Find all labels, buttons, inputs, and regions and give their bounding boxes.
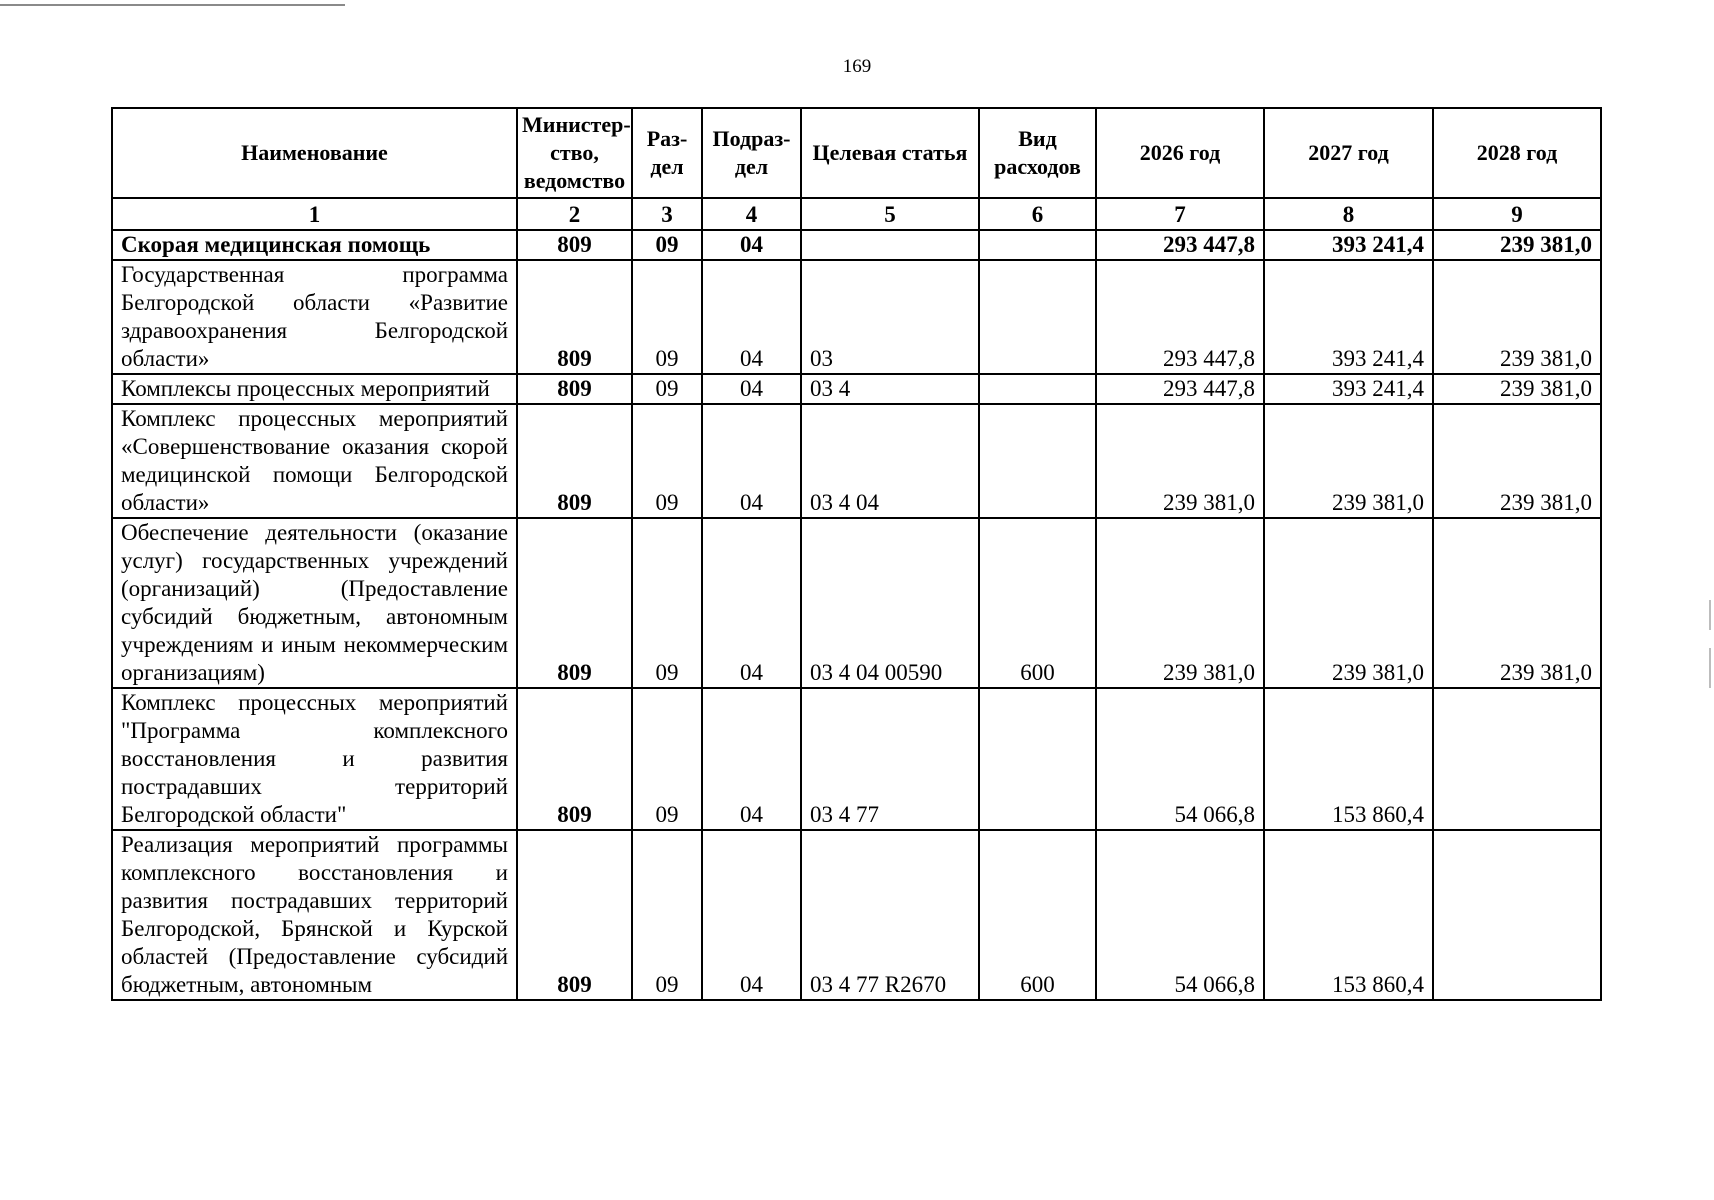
row-target: 03 4: [801, 374, 979, 404]
row-section: 09: [632, 830, 702, 1000]
row-section: 09: [632, 374, 702, 404]
row-section: 09: [632, 230, 702, 260]
header-subsection: Подраз-дел: [702, 108, 801, 198]
table-row-total: [112, 230, 1601, 260]
table-row: [112, 260, 1601, 374]
column-number: 8: [1264, 198, 1433, 230]
row-expense-type: 600: [979, 830, 1096, 1000]
row-2027: 153 860,4: [1264, 688, 1433, 830]
row-name: Комплексы процессных мероприятий: [112, 374, 517, 404]
header-2027: 2027 год: [1264, 108, 1433, 198]
page-number: 169: [842, 56, 872, 77]
row-target: 03 4 04 00590: [801, 518, 979, 688]
header-name: Наименование: [112, 108, 517, 198]
header-row: [112, 108, 1601, 198]
row-2026: 293 447,8: [1096, 374, 1264, 404]
column-number: 2: [517, 198, 632, 230]
row-2026: 293 447,8: [1096, 230, 1264, 260]
table-row: [112, 404, 1601, 518]
row-target: 03 4 77 R2670: [801, 830, 979, 1000]
header-ministry: Министер-ство, ведомство: [517, 108, 632, 198]
row-ministry: 809: [517, 230, 632, 260]
row-ministry: 809: [517, 688, 632, 830]
row-expense-type: 600: [979, 518, 1096, 688]
row-2028: 239 381,0: [1433, 230, 1601, 260]
row-section: 09: [632, 518, 702, 688]
row-section: 09: [632, 404, 702, 518]
row-2028: 239 381,0: [1433, 374, 1601, 404]
row-2027: 393 241,4: [1264, 230, 1433, 260]
row-2028: 239 381,0: [1433, 260, 1601, 374]
budget-table: [111, 107, 1602, 1001]
row-ministry: 809: [517, 518, 632, 688]
header-expense-type: Вид расходов: [979, 108, 1096, 198]
row-name: Скорая медицинская помощь: [112, 230, 517, 260]
row-2027: 393 241,4: [1264, 260, 1433, 374]
row-2026: 239 381,0: [1096, 518, 1264, 688]
row-name: Комплекс процессных мероприятий "Программа комплексного восстановления и развития пострадавших территорий Белгородской области": [112, 688, 517, 830]
row-subsection: 04: [702, 260, 801, 374]
table-row: [112, 830, 1601, 1000]
row-2028: 239 381,0: [1433, 404, 1601, 518]
row-ministry: 809: [517, 374, 632, 404]
row-target: 03 4 04: [801, 404, 979, 518]
column-number: 7: [1096, 198, 1264, 230]
row-subsection: 04: [702, 404, 801, 518]
row-2027: 239 381,0: [1264, 404, 1433, 518]
table-row: [112, 688, 1601, 830]
row-ministry: 809: [517, 260, 632, 374]
column-number: 9: [1433, 198, 1601, 230]
row-ministry: 809: [517, 830, 632, 1000]
row-expense-type: [979, 404, 1096, 518]
row-name: Государственная программа Белгородской области «Развитие здравоохранения Белгородской области»: [112, 260, 517, 374]
row-section: 09: [632, 260, 702, 374]
row-name: Комплекс процессных мероприятий «Совершенствование оказания скорой медицинской помощи Белгородской области»: [112, 404, 517, 518]
row-expense-type: [979, 688, 1096, 830]
row-2026: 54 066,8: [1096, 830, 1264, 1000]
row-expense-type: [979, 374, 1096, 404]
column-number: 4: [702, 198, 801, 230]
row-subsection: 04: [702, 374, 801, 404]
row-ministry: 809: [517, 404, 632, 518]
column-number: 3: [632, 198, 702, 230]
row-target: 03: [801, 260, 979, 374]
header-target: Целевая статья: [801, 108, 979, 198]
column-number: 6: [979, 198, 1096, 230]
row-2027: 393 241,4: [1264, 374, 1433, 404]
column-number-row: [112, 198, 1601, 230]
row-2026: 239 381,0: [1096, 404, 1264, 518]
header-2028: 2028 год: [1433, 108, 1601, 198]
row-target: 03 4 77: [801, 688, 979, 830]
row-name: Обеспечение деятельности (оказание услуг) государственных учреждений (организаций) (Предоставление субсидий бюджетным, автономным учреждениям и иным некоммерческим организациям): [112, 518, 517, 688]
column-number: 5: [801, 198, 979, 230]
table-row: [112, 518, 1601, 688]
row-2028: 239 381,0: [1433, 518, 1601, 688]
row-2027: 153 860,4: [1264, 830, 1433, 1000]
row-expense-type: [979, 260, 1096, 374]
column-number: 1: [112, 198, 517, 230]
row-2028: [1433, 830, 1601, 1000]
row-2026: 54 066,8: [1096, 688, 1264, 830]
row-subsection: 04: [702, 688, 801, 830]
table-row: [112, 374, 1601, 404]
scan-edge-line: [0, 4, 345, 6]
row-name: Реализация мероприятий программы комплексного восстановления и развития пострадавших территорий Белгородской, Брянской и Курской областей (Предоставление субсидий бюджетным, автономным: [112, 830, 517, 1000]
scan-edge-mark: [1709, 648, 1711, 688]
row-2026: 293 447,8: [1096, 260, 1264, 374]
row-subsection: 04: [702, 518, 801, 688]
row-section: 09: [632, 688, 702, 830]
scan-edge-mark: [1709, 600, 1711, 630]
row-subsection: 04: [702, 830, 801, 1000]
row-subsection: 04: [702, 230, 801, 260]
row-expense-type: [979, 230, 1096, 260]
row-target: [801, 230, 979, 260]
header-section: Раз-дел: [632, 108, 702, 198]
header-2026: 2026 год: [1096, 108, 1264, 198]
row-2027: 239 381,0: [1264, 518, 1433, 688]
row-2028: [1433, 688, 1601, 830]
